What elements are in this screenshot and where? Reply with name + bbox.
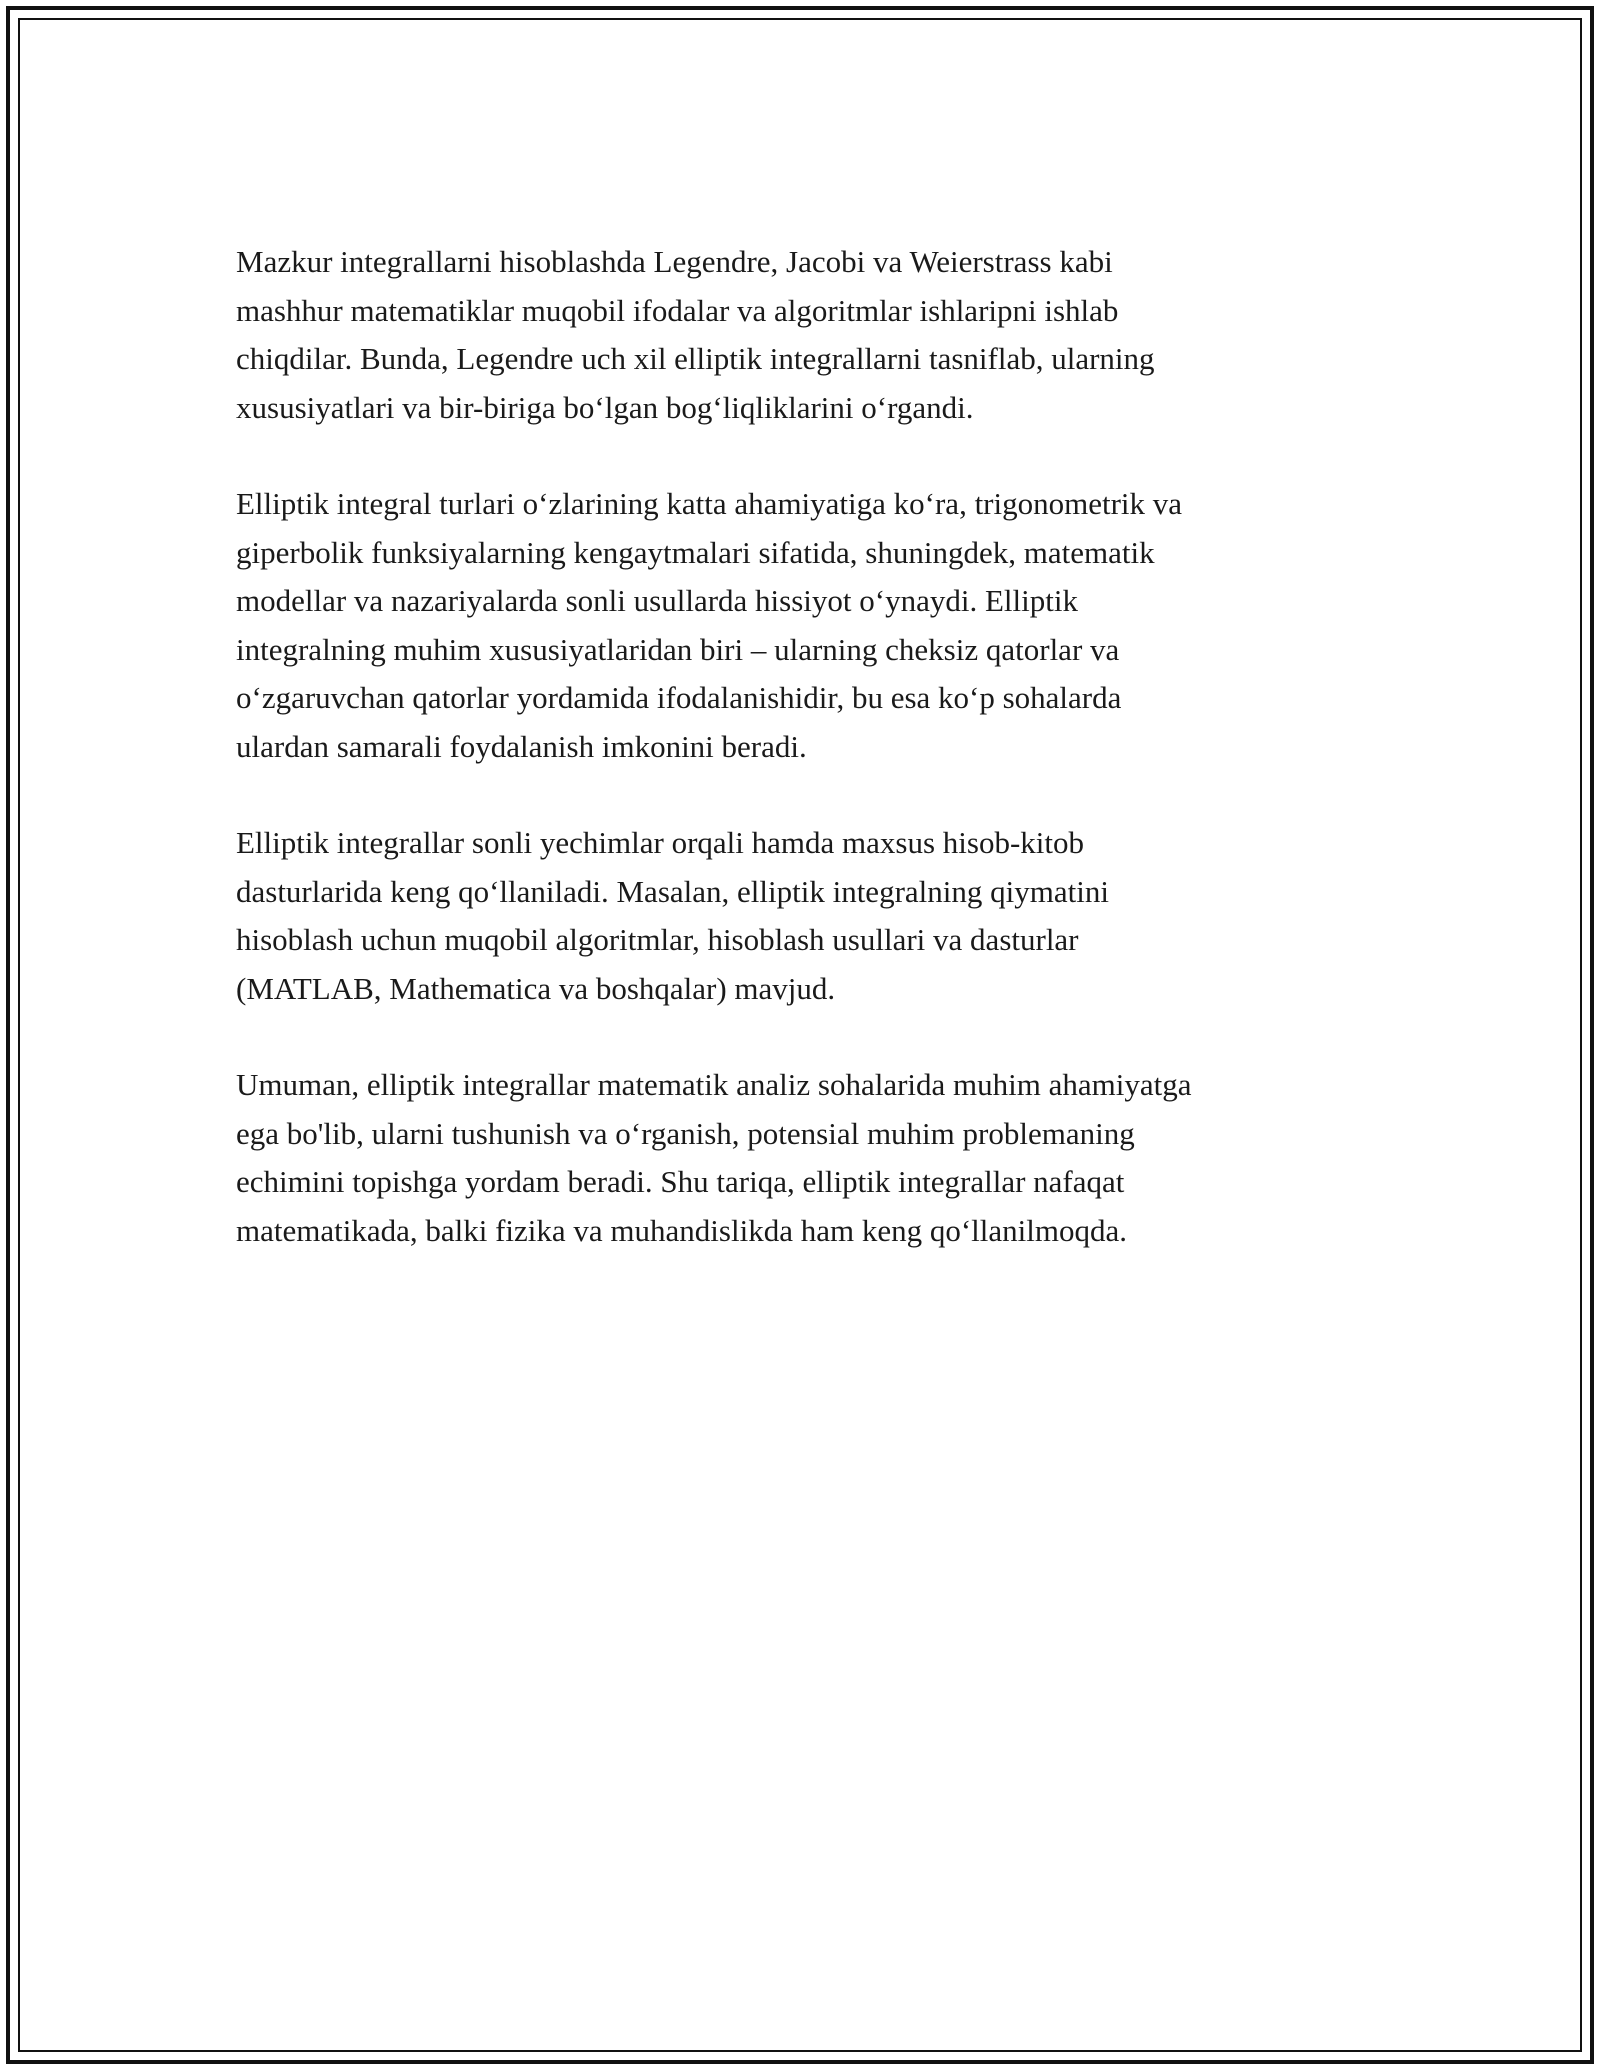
paragraph-3 bbox=[236, 819, 1386, 1013]
paragraph-line: modellar va nazariyalarda sonli usullarda hissiyot o‘ynaydi. Elliptik bbox=[236, 583, 1078, 618]
paragraph-line: ega bo'lib, ularni tushunish va o‘rganish, potensial muhim problemaning bbox=[236, 1115, 1135, 1151]
paragraph-4 bbox=[236, 1061, 1386, 1255]
paragraph-line: o‘zgaruvchan qatorlar yordamida ifodalanishidir, bu esa ko‘p sohalarda bbox=[236, 680, 1122, 715]
paragraph-line: mashhur matematiklar muqobil ifodalar va algoritmlar ishlaripni ishlab bbox=[236, 292, 1119, 328]
paragraph-line: Umuman, elliptik integrallar matematik analiz sohalarida muhim ahamiyatga bbox=[236, 1067, 1192, 1102]
paragraph-line: matematikada, balki fizika va muhandislikda ham keng qo‘llanilmoqda. bbox=[236, 1212, 1127, 1248]
paragraph-line: chiqdilar. Bunda, Legendre uch xil elliptik integrallarni tasniflab, ularning bbox=[236, 341, 1155, 376]
paragraph-1 bbox=[236, 238, 1386, 432]
paragraph-line: hisoblash uchun muqobil algoritmlar, hisoblash usullari va dasturlar bbox=[236, 922, 1079, 957]
paragraph-line: Mazkur integrallarni hisoblashda Legendre, Jacobi va Weierstrass kabi bbox=[236, 244, 1113, 279]
paragraph-line: echimini topishga yordam beradi. Shu tariqa, elliptik integrallar nafaqat bbox=[236, 1164, 1125, 1199]
paragraph-line: dasturlarida keng qo‘llaniladi. Masalan, elliptik integralning qiymatini bbox=[236, 873, 1109, 909]
paragraph-line: Elliptik integrallar sonli yechimlar orqali hamda maxsus hisob-kitob bbox=[236, 825, 1085, 860]
document-body bbox=[236, 238, 1386, 1303]
paragraph-2 bbox=[236, 480, 1386, 771]
paragraph-line: xususiyatlari va bir-biriga bo‘lgan bog‘liqliklarini o‘rgandi. bbox=[236, 389, 974, 425]
paragraph-line: (MATLAB, Mathematica va boshqalar) mavjud. bbox=[236, 970, 836, 1006]
paragraph-line: giperbolik funksiyalarning kengaytmalari sifatida, shuningdek, matematik bbox=[236, 534, 1155, 570]
paragraph-line: Elliptik integral turlari o‘zlarining katta ahamiyatiga ko‘ra, trigonometrik va bbox=[236, 486, 1183, 521]
paragraph-line: integralning muhim xususiyatlaridan biri – ularning cheksiz qatorlar va bbox=[236, 631, 1120, 667]
paragraph-line: ulardan samarali foydalanish imkonini beradi. bbox=[236, 728, 807, 764]
